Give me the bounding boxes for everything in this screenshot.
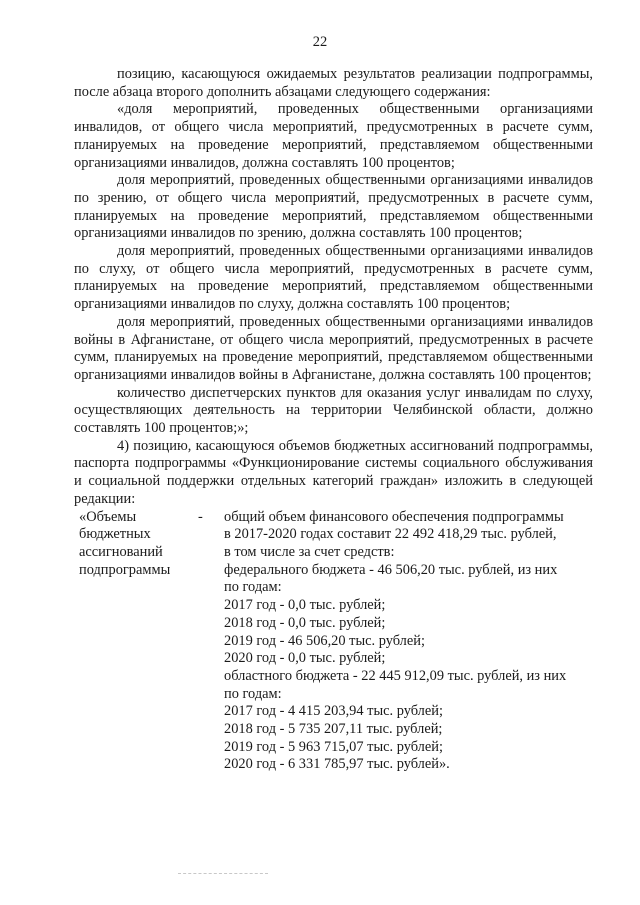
passport-body-line: 2017 год - 0,0 тыс. рублей; bbox=[224, 597, 386, 614]
paragraph-share-hearing-impaired-orgs: доля мероприятий, проведенных общественными организациями инвалидов по слуху, от общего числа мероприятий, предусмотренных в расчете сумм, планируемых на проведение мероприятий, представляемом общественными организациями инвалидов по слуху, должна составлять 100 процентов; bbox=[74, 243, 593, 313]
passport-body-line: 2018 год - 5 735 207,11 тыс. рублей; bbox=[224, 721, 443, 738]
passport-body-line: 2019 год - 46 506,20 тыс. рублей; bbox=[224, 632, 425, 649]
passport-label-line: «Объемы bbox=[79, 508, 137, 525]
passport-dash: - bbox=[198, 508, 203, 525]
passport-label bbox=[74, 509, 198, 775]
passport-body-line: 2017 год - 4 415 203,94 тыс. рублей; bbox=[224, 703, 443, 720]
passport-body-line: по годам: bbox=[224, 579, 282, 596]
passport-body-line: в том числе за счет средств: bbox=[224, 543, 395, 560]
paragraph-intro: позицию, касающуюся ожидаемых результатов реализации подпрограммы, после абзаца второго дополнить абзацами следующего содержания: bbox=[74, 66, 593, 100]
paragraph-dispatch-points: количество диспетчерских пунктов для оказания услуг инвалидам по слуху, осуществляющих деятельность на территории Челябинской области, должно составлять 100 процентов;»; bbox=[74, 384, 593, 437]
passport-body-line: по годам: bbox=[224, 685, 282, 702]
passport-body-line: в 2017-2020 годах составит 22 492 418,29 тыс. рублей, bbox=[224, 526, 557, 543]
passport-body-line: общий объем финансового обеспечения подпрограммы bbox=[224, 508, 564, 525]
passport-body-line: 2018 год - 0,0 тыс. рублей; bbox=[224, 614, 386, 631]
passport-body-line: 2020 год - 6 331 785,97 тыс. рублей». bbox=[224, 756, 450, 773]
paragraph-item-4: 4) позицию, касающуюся объемов бюджетных ассигнований подпрограммы, паспорта подпрограммы «Функционирование системы социального обслуживания и социальной поддержки отдельных категорий граждан» изложить в следующей редакции: bbox=[74, 437, 593, 507]
passport-label-line: бюджетных bbox=[79, 526, 151, 543]
passport-body-line: 2019 год - 5 963 715,07 тыс. рублей; bbox=[224, 738, 443, 755]
passport-table bbox=[74, 509, 593, 775]
paragraph-share-visually-impaired-orgs: доля мероприятий, проведенных общественными организациями инвалидов по зрению, от общего числа мероприятий, предусмотренных в расчете сумм, планируемых на проведение мероприятий, представляемом общественными организациями инвалидов по зрению, должна составлять 100 процентов; bbox=[74, 172, 593, 242]
footer-divider bbox=[178, 873, 268, 874]
paragraph-share-afghan-veterans-orgs: доля мероприятий, проведенных общественными организациями инвалидов войны в Афганистане, от общего числа мероприятий, предусмотренных в расчете сумм, планируемых на проведение мероприятий, представляемом общественными организациями инвалидов войны в Афганистане, должна составлять 100 процентов; bbox=[74, 313, 593, 383]
passport-body bbox=[224, 509, 593, 775]
paragraph-share-disabled-orgs: «доля мероприятий, проведенных общественными организациями инвалидов, от общего числа мероприятий, предусмотренных в расчете сумм, планируемых на проведение мероприятий, представляемом общественными организациями инвалидов, должна составлять 100 процентов; bbox=[74, 101, 593, 171]
passport-body-line: федерального бюджета - 46 506,20 тыс. рублей, из них bbox=[224, 561, 558, 578]
document-body bbox=[74, 66, 593, 774]
passport-body-line: областного бюджета - 22 445 912,09 тыс. рублей, из них bbox=[224, 667, 567, 684]
passport-body-line: 2020 год - 0,0 тыс. рублей; bbox=[224, 650, 386, 667]
page-number: 22 bbox=[312, 34, 328, 50]
passport-label-line: ассигнований bbox=[79, 543, 163, 560]
passport-label-line: подпрограммы bbox=[79, 561, 171, 578]
